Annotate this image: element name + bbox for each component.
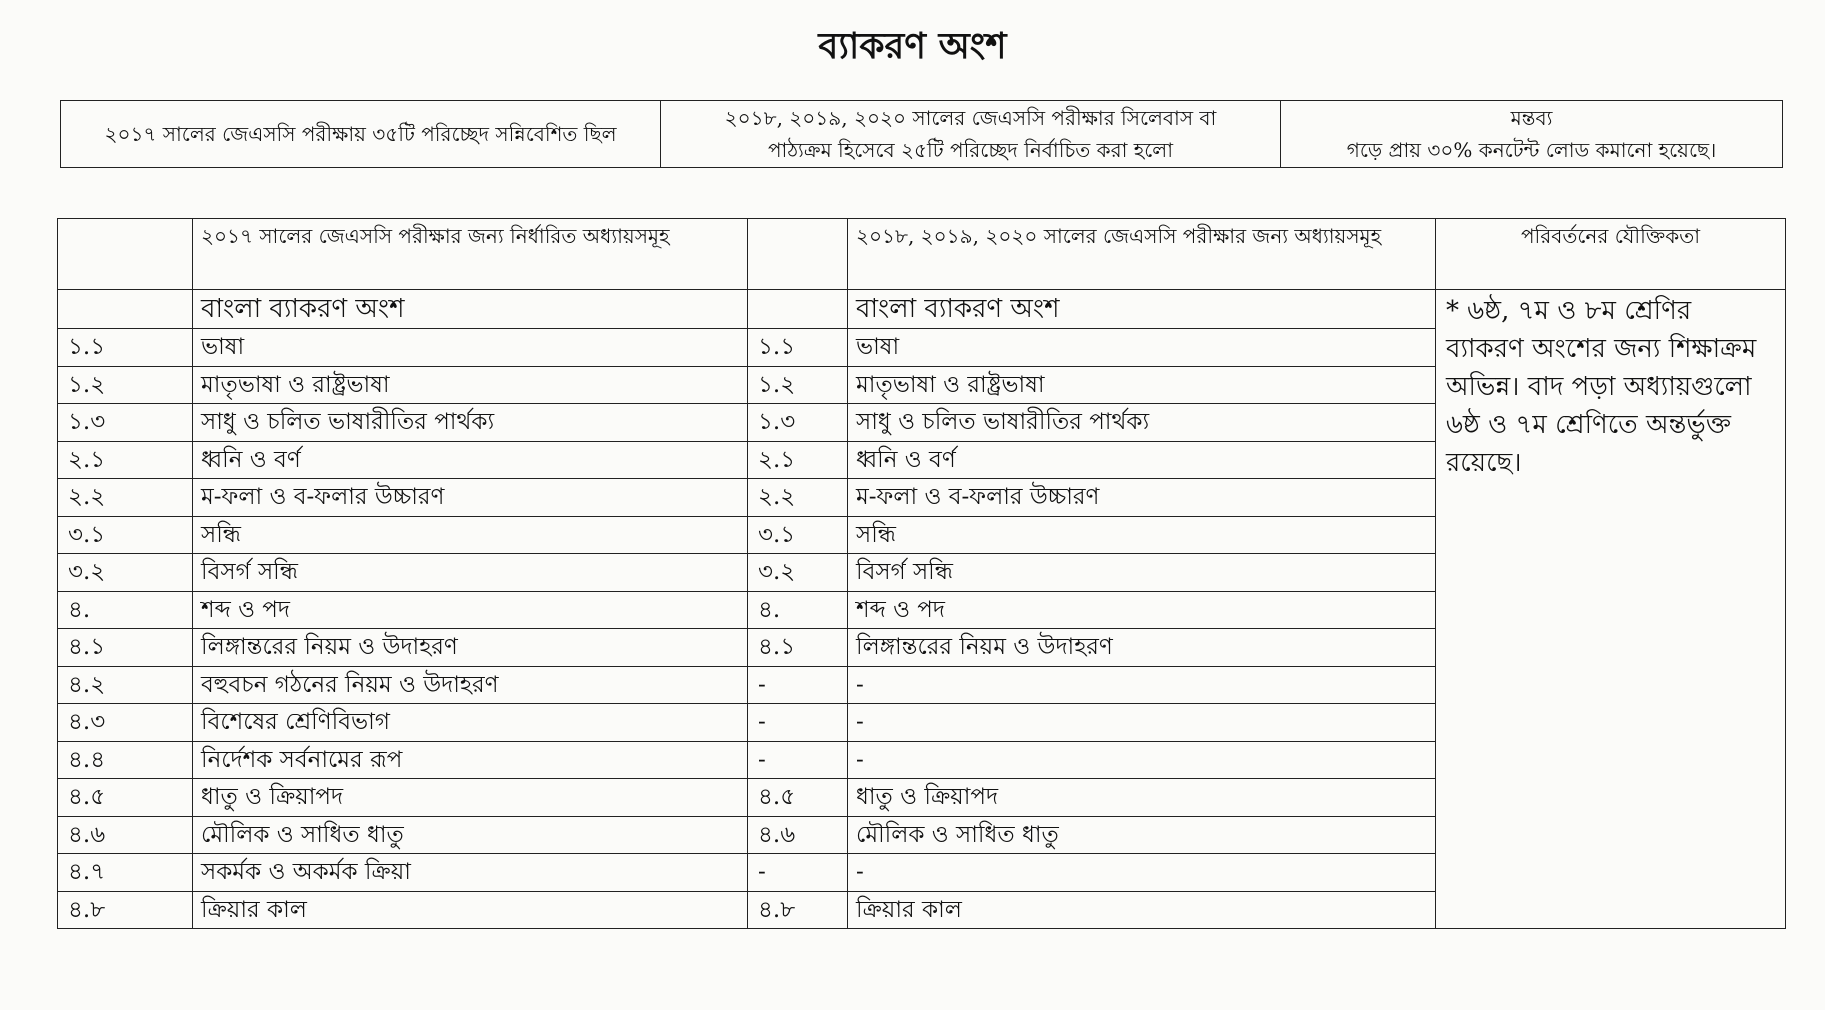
chapter-num-2017: ৪.১ — [58, 629, 193, 667]
chapter-num-2017: ৪.২ — [58, 666, 193, 704]
summary-2017-text: ২০১৭ সালের জেএসসি পরীক্ষায় ৩৫টি পরিচ্ছেদ সন্নিবেশিত ছিল — [104, 122, 617, 146]
chapter-title-2017: লিঙ্গান্তরের নিয়ম ও উদাহরণ — [193, 629, 748, 667]
chapter-title-2018: - — [848, 854, 1436, 892]
chapter-title-2018: বিসর্গ সন্ধি — [848, 554, 1436, 592]
chapter-title-2018: শব্দ ও পদ — [848, 591, 1436, 629]
chapter-title-2017: ম-ফলা ও ব-ফলার উচ্চারণ — [193, 479, 748, 517]
chapter-title-2017: বহুবচন গঠনের নিয়ম ও উদাহরণ — [193, 666, 748, 704]
chapter-num-2017: ৪.৬ — [58, 816, 193, 854]
chapter-title-2017: বিশেষের শ্রেণিবিভাগ — [193, 704, 748, 742]
section-2018: বাংলা ব্যাকরণ অংশ — [848, 290, 1436, 329]
chapter-title-2017: ক্রিয়ার কাল — [193, 891, 748, 929]
chapter-title-2017: সাধু ও চলিত ভাষারীতির পার্থক্য — [193, 404, 748, 442]
chapter-num-2018: - — [748, 704, 848, 742]
summary-2018-line2: পাঠ্যক্রম হিসেবে ২৫টি পরিচ্ছেদ নির্বাচিত করা হলো — [767, 138, 1173, 162]
summary-2018-line1: ২০১৮, ২০১৯, ২০২০ সালের জেএসসি পরীক্ষার সিলেবাস বা — [724, 106, 1217, 130]
chapter-title-2018: ক্রিয়ার কাল — [848, 891, 1436, 929]
chapter-num-2018: ২.২ — [748, 479, 848, 517]
chapter-num-2018: ৪.১ — [748, 629, 848, 667]
chapter-num-2018: ৪.৮ — [748, 891, 848, 929]
chapter-title-2017: সকর্মক ও অকর্মক ক্রিয়া — [193, 854, 748, 892]
chapter-num-2017: ৪.৭ — [58, 854, 193, 892]
summary-2018-cell — [661, 101, 1281, 168]
chapter-num-2017: ৩.১ — [58, 516, 193, 554]
section-row — [58, 290, 1786, 329]
section-num-2018 — [748, 290, 848, 329]
chapter-title-2018: ম-ফলা ও ব-ফলার উচ্চারণ — [848, 479, 1436, 517]
chapter-num-2017: ১.২ — [58, 366, 193, 404]
chapter-num-2018: ১.২ — [748, 366, 848, 404]
chapter-title-2018: - — [848, 666, 1436, 704]
chapter-title-2018: - — [848, 741, 1436, 779]
chapter-num-2018: ২.১ — [748, 441, 848, 479]
chapter-num-2018: ৪. — [748, 591, 848, 629]
chapter-title-2017: সন্ধি — [193, 516, 748, 554]
chapter-title-2018: - — [848, 704, 1436, 742]
page-title: ব্যাকরণ অংশ — [818, 25, 1007, 67]
summary-comment-text: গড়ে প্রায় ৩০% কনটেন্ট লোড কমানো হয়েছে। — [1346, 138, 1717, 162]
chapter-num-2018: ৩.২ — [748, 554, 848, 592]
chapter-comparison-table — [57, 218, 1786, 929]
header-2018: ২০১৮, ২০১৯, ২০২০ সালের জেএসসি পরীক্ষার জন্য অধ্যায়সমূহ — [848, 219, 1436, 290]
chapter-num-2017: ৪.৩ — [58, 704, 193, 742]
chapter-title-2018: ধ্বনি ও বর্ণ — [848, 441, 1436, 479]
chapter-num-2018: ১.৩ — [748, 404, 848, 442]
chapter-num-2017: ৩.২ — [58, 554, 193, 592]
chapter-num-2018: ৩.১ — [748, 516, 848, 554]
chapter-num-2018: - — [748, 854, 848, 892]
chapter-title-2018: সাধু ও চলিত ভাষারীতির পার্থক্য — [848, 404, 1436, 442]
chapter-num-2018: ৪.৬ — [748, 816, 848, 854]
header-2017: ২০১৭ সালের জেএসসি পরীক্ষার জন্য নির্ধারিত অধ্যায়সমূহ — [193, 219, 748, 290]
chapter-num-2018: - — [748, 666, 848, 704]
chapter-num-2017: ১.৩ — [58, 404, 193, 442]
chapter-title-2017: ধাতু ও ক্রিয়াপদ — [193, 779, 748, 817]
summary-row — [61, 101, 1783, 168]
header-num-2018 — [748, 219, 848, 290]
chapter-title-2018: ধাতু ও ক্রিয়াপদ — [848, 779, 1436, 817]
header-reason: পরিবর্তনের যৌক্তিকতা — [1436, 219, 1786, 290]
chapter-num-2017: ৪.৮ — [58, 891, 193, 929]
table-header-row — [58, 219, 1786, 290]
chapter-title-2017: শব্দ ও পদ — [193, 591, 748, 629]
chapter-title-2018: মৌলিক ও সাধিত ধাতু — [848, 816, 1436, 854]
summary-table — [60, 100, 1783, 168]
section-2017: বাংলা ব্যাকরণ অংশ — [193, 290, 748, 329]
chapter-title-2018: লিঙ্গান্তরের নিয়ম ও উদাহরণ — [848, 629, 1436, 667]
chapter-num-2017: ২.১ — [58, 441, 193, 479]
chapter-title-2018: মাতৃভাষা ও রাষ্ট্রভাষা — [848, 366, 1436, 404]
chapter-title-2017: বিসর্গ সন্ধি — [193, 554, 748, 592]
chapter-title-2017: নির্দেশক সর্বনামের রূপ — [193, 741, 748, 779]
chapter-title-2017: মাতৃভাষা ও রাষ্ট্রভাষা — [193, 366, 748, 404]
chapter-title-2018: সন্ধি — [848, 516, 1436, 554]
chapter-num-2018: ১.১ — [748, 329, 848, 367]
chapter-title-2018: ভাষা — [848, 329, 1436, 367]
chapter-num-2017: ২.২ — [58, 479, 193, 517]
chapter-num-2017: ৪. — [58, 591, 193, 629]
chapter-num-2018: ৪.৫ — [748, 779, 848, 817]
chapter-title-2017: ভাষা — [193, 329, 748, 367]
chapter-title-2017: ধ্বনি ও বর্ণ — [193, 441, 748, 479]
summary-2017-cell — [61, 101, 661, 168]
summary-comment-cell — [1281, 101, 1783, 168]
header-num-2017 — [58, 219, 193, 290]
summary-comment-heading: মন্তব্য — [1510, 106, 1553, 130]
reason-text: * ৬ষ্ঠ, ৭ম ও ৮ম শ্রেণির ব্যাকরণ অংশের জন্য শিক্ষাক্রম অভিন্ন। বাদ পড়া অধ্যায়গুলো ৬ষ্ঠ ও ৭ম শ্রেণিতে অন্তর্ভুক্ত রয়েছে। — [1436, 290, 1786, 929]
section-num-2017 — [58, 290, 193, 329]
chapter-num-2018: - — [748, 741, 848, 779]
chapter-num-2017: ১.১ — [58, 329, 193, 367]
chapter-num-2017: ৪.৫ — [58, 779, 193, 817]
chapter-title-2017: মৌলিক ও সাধিত ধাতু — [193, 816, 748, 854]
chapter-num-2017: ৪.৪ — [58, 741, 193, 779]
